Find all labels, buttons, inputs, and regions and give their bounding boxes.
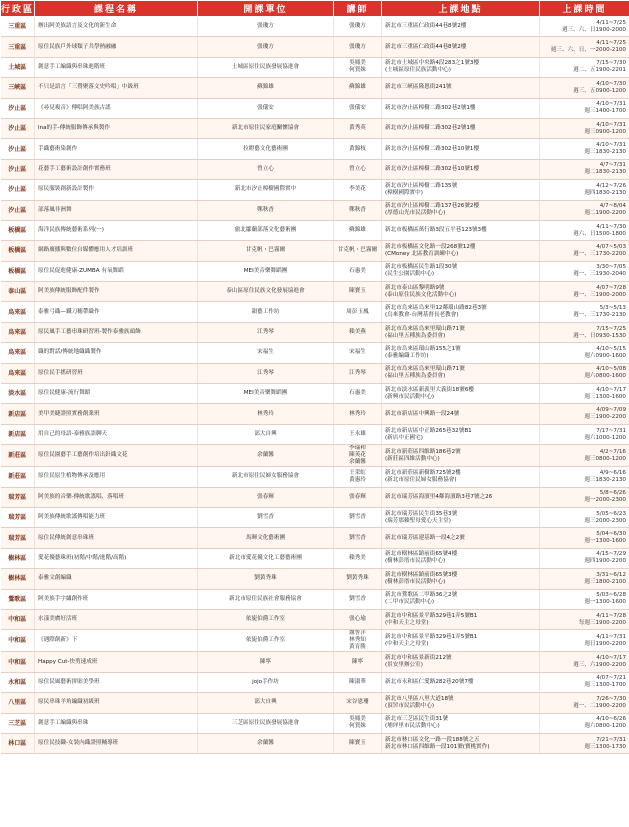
time-cell: 7/17~7/31 週六1000-1200 [540,424,629,444]
lecturer-cell: 曾立心 [334,159,382,179]
table-row [1,17,629,37]
location-cell: 新北市新店區中正路265巷32號B1 (新店中正國宅) [382,424,540,444]
district-cell: 汐止區 [1,139,35,159]
district-cell: 瑞芳區 [1,487,35,507]
table-row [1,139,629,159]
organizer-cell: 甘克帆・巴霧爾 [198,241,334,261]
district-cell: 板橋區 [1,261,35,281]
district-cell: 中和區 [1,630,35,652]
location-cell: 新北市板橋區民生路1段30號 (民生公園活動中心) [382,261,540,281]
time-cell: 7/15~7/25 週一、日0930-1530 [540,322,629,342]
organizer-cell: MEI美音樂舞蹈團 [198,261,334,281]
course-name-cell: 泰雅弓織—鐵刀穗帶織作 [35,302,198,322]
table-header-row [1,1,629,17]
table-row [1,445,629,467]
course-name-cell: 阿美族傳統歌謠傳唱能力班 [35,507,198,527]
district-cell: 淡水區 [1,384,35,404]
course-name-cell: 《遇際創新》下 [35,630,198,652]
course-name-cell: 織的對話/傳統地織織製作 [35,343,198,363]
district-cell: 烏來區 [1,302,35,322]
district-cell: 泰山區 [1,282,35,302]
time-cell: 4/15~7/29 週四1900-2200 [540,548,629,568]
time-cell: 4/11~7/25 週三、六、日1900-2000 [540,17,629,37]
organizer-cell: jojo手作坊 [198,672,334,692]
table-row [1,241,629,261]
time-cell: 4/07~7/21 週三1300-1700 [540,672,629,692]
lecturer-cell: 李美花 [334,180,382,200]
table-body [1,17,629,754]
lecturer-cell: 張瓊方 [334,17,382,37]
lecturer-cell: 江秀琴 [334,363,382,383]
table-row [1,404,629,424]
course-name-cell: 網路廣播與數位自媒體應用人才培訓班 [35,241,198,261]
course-name-cell: 不只是語言「三鶯聚落文史吟唱」中級班 [35,78,198,98]
course-name-cell: 《尋見複音》傳唱阿美族古謠 [35,98,198,118]
course-name-cell: 創意手工編織與串珠進階班 [35,57,198,77]
organizer-cell: 部大自興 [198,424,334,444]
district-cell: 永和區 [1,672,35,692]
course-name-cell: 愛花優藝珠班(初階/中階/進階/高階) [35,548,198,568]
lecturer-cell: 林秀玲 [334,404,382,424]
table-row [1,98,629,118]
organizer-cell: 馬暉文化藝術團 [198,528,334,548]
location-cell: 新北市烏來區烏來里12鄰環山路82巷3號 (烏來教會-台灣基督長老教會) [382,302,540,322]
location-cell: 新北市汐止區樟樹二路302巷10號1樓 [382,159,540,179]
organizer-cell: 劉雪香 [198,507,334,527]
lecturer-cell: 吳鳳美 何賀妹 [334,713,382,733]
table-row [1,487,629,507]
location-cell: 新北市中和區景新街212號 (景安里辦公室) [382,652,540,672]
lecturer-cell: 陳淑華 [334,672,382,692]
time-cell: 5/04~6/30 週一1300-1600 [540,528,629,548]
organizer-cell: 劉黃秀珠 [198,569,334,589]
time-cell: 4/10~7/30 週三、五0900-1200 [540,78,629,98]
time-cell: 4/10~6/26 週六0800-1200 [540,713,629,733]
organizer-cell: 依旎伯爵工作室 [198,609,334,629]
table-row [1,609,629,629]
location-cell: 新北市三芝區民生街31號 (埔坪里市民活動中心) [382,713,540,733]
district-cell: 汐止區 [1,200,35,220]
location-cell: 新北市三峽區隆恩街241號 [382,78,540,98]
table-row [1,322,629,342]
location-cell: 新北市板橋區文化路一段268號12樓 (CMoney 北區教育訓練中心) [382,241,540,261]
header-district: 行政區 [1,1,35,17]
course-name-cell: 阿美族手字繡創作班 [35,589,198,609]
organizer-cell: 余蘭馨 [198,445,334,467]
organizer-cell: 旅北鄒蘭部落文化藝術團 [198,220,334,240]
location-cell: 新北市中和區景平路329巷1弄5號B1 (中和天主之母堂) [382,630,540,652]
time-cell: 4/12~7/26 週四1830-2130 [540,180,629,200]
organizer-cell: 林秀玲 [198,404,334,424]
table-row [1,118,629,138]
location-cell: 新北市三重區仁政街44巷8號2樓 [382,17,540,37]
time-cell: 4/10~5/15 週六0900-1600 [540,343,629,363]
lecturer-cell: 張儀安 [334,98,382,118]
organizer-cell: 張儀安 [198,98,334,118]
course-name-cell: 手織藝術染創作 [35,139,198,159]
location-cell: 新北市汐止區樟樹二路135號 (樟樹國際實中) [382,180,540,200]
lecturer-cell: 石惠美 [334,261,382,281]
organizer-cell: 張春輝 [198,487,334,507]
lecturer-cell: 黃錦枝 [334,139,382,159]
time-cell: 7/21~7/31 週三1300-1730 [540,733,629,753]
lecturer-cell: 李瑞和 陳英花 余蘭馨 [334,445,382,467]
time-cell: 5/3~5/13 週一、三1730-2130 [540,302,629,322]
course-name-cell: 原住民技職-女裝內織證照輔導班 [35,733,198,753]
course-name-cell: 海洋民族傳統藝術系列(一) [35,220,198,240]
district-cell: 板橋區 [1,241,35,261]
table-row [1,630,629,652]
lecturer-cell: 張瓊方 [334,37,382,57]
time-cell: 4/11~7/30 週六、日1500-1800 [540,220,629,240]
organizer-cell: 韻藝工作坊 [198,302,334,322]
course-name-cell: 原住民族戶外球類子共學熱融融 [35,37,198,57]
location-cell: 新北市汐止區樟樹二路302巷2號1樓 [382,118,540,138]
location-cell: 新北市汐止區樟樹二路137巷26號2樓 (厚德山光市民活動中心) [382,200,540,220]
lecturer-cell: 張心瑜 [334,609,382,629]
location-cell: 新北市瑞芳區海濱里4鄰海濱路3巷7號之26 [382,487,540,507]
header-organizer: 開課單位 [198,1,334,17]
table-row [1,693,629,713]
lecturer-cell: 王采虹 黃惠玲 [334,467,382,487]
organizer-cell: 新北市汐止樟樹國際實中 [198,180,334,200]
lecturer-cell: 劉雪香 [334,507,382,527]
header-location: 上課地點 [382,1,540,17]
course-name-cell: 原民風手工藝串珠研習班-製作泰雅族頭飾 [35,322,198,342]
table-row [1,302,629,322]
time-cell: 4/10~5/08 週六0800-1600 [540,363,629,383]
location-cell: 新北市樹林區鎮前街65號4樓 (樹林彭厝市民活動中心) [382,548,540,568]
table-row [1,282,629,302]
lecturer-cell: 賴美燕 [334,322,382,342]
location-cell: 新北市樹林區鎮前街65號3樓 (樹林彭厝市民活動中心) [382,569,540,589]
course-name-cell: 泰雅文創編織 [35,569,198,589]
location-cell: 新北市新店區中興路一段24號 [382,404,540,424]
location-cell: 新北市林口區文化一路一段188號之五 新北市林口區四維路一段101號(寶桃實作) [382,733,540,753]
table-row [1,569,629,589]
lecturer-cell: 劉黃秀珠 [334,569,382,589]
time-cell: 4/10~7/31 週三1400-1700 [540,98,629,118]
time-cell: 4/11~7/28 每週三1900-2200 [540,609,629,629]
lecturer-cell: 張春輝 [334,487,382,507]
district-cell: 瑞芳區 [1,507,35,527]
table-row [1,37,629,57]
time-cell: 4/9~6/16 週三1830-2130 [540,467,629,487]
course-name-cell: 阿美族傳統服飾配件製作 [35,282,198,302]
location-cell: 新北市烏來區烏來里環山路71號 (福山里五種族為委員會) [382,363,540,383]
time-cell: 5/05~6/23 週三2000-2300 [540,507,629,527]
district-cell: 樹林區 [1,548,35,568]
course-name-cell: 用自己的母語-泰雅族語聊天 [35,424,198,444]
organizer-cell: 新北市原住民族社會服務協會 [198,589,334,609]
time-cell: 4/10~7/31 週三0900-1200 [540,118,629,138]
time-cell: 4/10~7/17 週三1300-1600 [540,384,629,404]
time-cell: 4/07~5/03 週一、三1730-2200 [540,241,629,261]
location-cell: 新北市瑞芳區建基路一段4之2號 [382,528,540,548]
table-row [1,672,629,692]
organizer-cell: 依旎伯爵工作室 [198,630,334,652]
course-name-cell: 原住民傳統創意串珠班 [35,528,198,548]
district-cell: 土城區 [1,57,35,77]
course-name-cell: 水漾美膚好活班 [35,609,198,629]
header-time: 上課時間 [540,1,629,17]
time-cell: 5/03~6/28 週一1300-1600 [540,589,629,609]
lecturer-cell: 盧誓洋 林秀知 黃育勝 [334,630,382,652]
organizer-cell: 張瓊方 [198,37,334,57]
table-row [1,78,629,98]
course-name-cell: 花藝手工藝術設計創作實務班 [35,159,198,179]
table-row [1,507,629,527]
table-row [1,384,629,404]
organizer-cell: 陳寧 [198,652,334,672]
district-cell: 新店區 [1,424,35,444]
organizer-cell: 新北市原住民家庭關懷協會 [198,118,334,138]
district-cell: 瑞芳區 [1,528,35,548]
location-cell: 新北市八里區八里大道18號 (頂罟市民活動中心) [382,693,540,713]
course-name-cell: 原住民促進健康-ZUMBA 有氧舞蹈 [35,261,198,281]
table-row [1,733,629,753]
district-cell: 汐止區 [1,180,35,200]
time-cell: 5/8~6/26 週一2000-2300 [540,487,629,507]
lecturer-cell: 鄭秋香 [334,200,382,220]
organizer-cell: 江秀琴 [198,322,334,342]
organizer-cell: 曾立心 [198,159,334,179]
table-row [1,548,629,568]
district-cell: 新莊區 [1,445,35,467]
time-cell: 4/2~7/16 週三0800-1200 [540,445,629,467]
location-cell: 新北市鶯歌區二甲路36之2號 (二甲市民活動中心) [382,589,540,609]
course-name-cell: Happy Cut-快剪速成班 [35,652,198,672]
lecturer-cell: 宋谷恩珊 [334,693,382,713]
location-cell: 新北市新莊區四維路186巷2號 (新莊區四維活動中心) [382,445,540,467]
location-cell: 新北市中和區景平路329巷1弄5號B1 (中和天主之母堂) [382,609,540,629]
course-name-cell: 原住民健康-流行舞蹈 [35,384,198,404]
time-cell: 4/7~7/31 週二1830-2130 [540,159,629,179]
location-cell: 新北市永和區仁愛路282巷20號7樓 [382,672,540,692]
lecturer-cell: 蘇錦雄 [334,78,382,98]
table-row [1,363,629,383]
organizer-cell: 蘇錦雄 [198,78,334,98]
location-cell: 新北市汐止區樟樹二路302巷2號1樓 [382,98,540,118]
location-cell: 新北市烏來區烏來里環山路71號 (福山里五種族為委員會) [382,322,540,342]
district-cell: 八里區 [1,693,35,713]
course-name-cell: 辦出阿美族語言及文化的新生命 [35,17,198,37]
table-row [1,261,629,281]
organizer-cell: 余蘭馨 [198,733,334,753]
organizer-cell: 江秀琴 [198,363,334,383]
organizer-cell: 三芝區原住民族發展協進會 [198,713,334,733]
time-cell: 4/10~7/31 週三1830-2130 [540,139,629,159]
location-cell: 新北市淡水區新義里大義街18號6樓 (新興市民活動中心) [382,384,540,404]
district-cell: 中和區 [1,652,35,672]
lecturer-cell: 陳寶玉 [334,733,382,753]
table-row [1,57,629,77]
district-cell: 三峽區 [1,78,35,98]
district-cell: 林口區 [1,733,35,753]
table-row [1,424,629,444]
time-cell: 4/11~7/31 週日1900-2200 [540,630,629,652]
lecturer-cell: 黃秀英 [334,118,382,138]
district-cell: 樹林區 [1,569,35,589]
organizer-cell: 鄭秋香 [198,200,334,220]
course-name-cell: 原民服裝創新設計製作 [35,180,198,200]
course-name-cell: 阿美族的音樂-傳統歌謠唱、落唱班 [35,487,198,507]
location-cell: 新北市新莊區新樹路725號2樓 (新北市原住民婦女服務協會) [382,467,540,487]
organizer-cell: 新北市愛花優文化工藝藝術團 [198,548,334,568]
course-name-cell: 創意手工編織與串珠 [35,713,198,733]
table-row [1,652,629,672]
time-cell: 3/30~7/05 週一、三1930-2040 [540,261,629,281]
time-cell: 3/31~6/12 週三1800-2100 [540,569,629,589]
header-lecturer: 講師 [334,1,382,17]
lecturer-cell: 陳寶玉 [334,282,382,302]
organizer-cell: 泰山區原住民族文化發展協進會 [198,282,334,302]
time-cell: 4/09~7/09 週三1900-2200 [540,404,629,424]
table-row [1,159,629,179]
time-cell: 7/15~7/30 週二、五1900-2201 [540,57,629,77]
district-cell: 三重區 [1,37,35,57]
location-cell: 新北市三重區仁政街44巷8號2樓 [382,37,540,57]
table-row [1,180,629,200]
organizer-cell: 部大自興 [198,693,334,713]
district-cell: 汐止區 [1,159,35,179]
course-name-cell: 原住民風藝術拼貼美學班 [35,672,198,692]
time-cell: 7/26~7/30 週一、二1900-2200 [540,693,629,713]
table-row [1,200,629,220]
location-cell: 新北市烏來區環山路155之1號 (泰雅編織工作坊) [382,343,540,363]
table-row [1,343,629,363]
time-cell: 4/10~7/17 週三、六1900-2200 [540,652,629,672]
organizer-cell: 新北市原住民婦女服務協會 [198,467,334,487]
organizer-cell: MEI美音樂舞蹈團 [198,384,334,404]
course-name-cell: 美甲美睫證照實務創業班 [35,404,198,424]
course-name-cell: 原住民手搖研習班 [35,363,198,383]
lecturer-cell: 蘇錦雄 [334,220,382,240]
location-cell: 新北市汐止區樟樹二路302巷10號1樓 [382,139,540,159]
course-name-cell: lna的手-傳統服飾傳承與製作 [35,118,198,138]
course-name-cell: 原住民原生植物傳承及應用 [35,467,198,487]
time-cell: 4/11~7/25 週三、六、日、一2000-2100 [540,37,629,57]
district-cell: 烏來區 [1,343,35,363]
lecturer-cell: 陳寧 [334,652,382,672]
lecturer-cell: 周彭玉鳳 [334,302,382,322]
organizer-cell: 宋福生 [198,343,334,363]
district-cell: 烏來區 [1,363,35,383]
lecturer-cell: 吳鳳美 何賀妹 [334,57,382,77]
location-cell: 新北市土城區中央路4段283之1號3樓 (土城區原住民族活動中心) [382,57,540,77]
lecturer-cell: 石惠美 [334,384,382,404]
lecturer-cell: 王永雄 [334,424,382,444]
table-row [1,589,629,609]
lecturer-cell: 劉雪香 [334,528,382,548]
district-cell: 中和區 [1,609,35,629]
location-cell: 新北市泰山區黎明路9號 (泰山原住民族文化活動中心) [382,282,540,302]
district-cell: 三重區 [1,17,35,37]
organizer-cell: 張瓊方 [198,17,334,37]
lecturer-cell: 甘克帆・巴霧爾 [334,241,382,261]
course-name-cell: 原住民園藝手工藝創作培出針織文花 [35,445,198,467]
district-cell: 烏來區 [1,322,35,342]
district-cell: 板橋區 [1,220,35,240]
course-name-cell: 部落風非洲舞 [35,200,198,220]
table-row [1,467,629,487]
district-cell: 汐止區 [1,118,35,138]
table-row [1,713,629,733]
district-cell: 汐止區 [1,98,35,118]
district-cell: 新店區 [1,404,35,424]
lecturer-cell: 宋福生 [334,343,382,363]
organizer-cell: 拉瞪藝文化藝術團 [198,139,334,159]
header-course: 課程名稱 [35,1,198,17]
table-row [1,528,629,548]
course-name-cell: 原民串珠羊角編織初級班 [35,693,198,713]
location-cell: 新北市瑞芳區民生街35巷3號 (瑞芳那賴聖母愛心天主堂) [382,507,540,527]
district-cell: 新莊區 [1,467,35,487]
organizer-cell: 土城區原住民族發展協進會 [198,57,334,77]
time-cell: 4/07~7/28 週一、三1900-2000 [540,282,629,302]
time-cell: 4/7~8/04 週二1900-2200 [540,200,629,220]
location-cell: 新北市板橋區萬行路3段五平巷123號3樓 [382,220,540,240]
district-cell: 三芝區 [1,713,35,733]
lecturer-cell: 賴秀美 [334,548,382,568]
table-row [1,220,629,240]
district-cell: 鶯歌區 [1,589,35,609]
lecturer-cell: 劉雪香 [334,589,382,609]
